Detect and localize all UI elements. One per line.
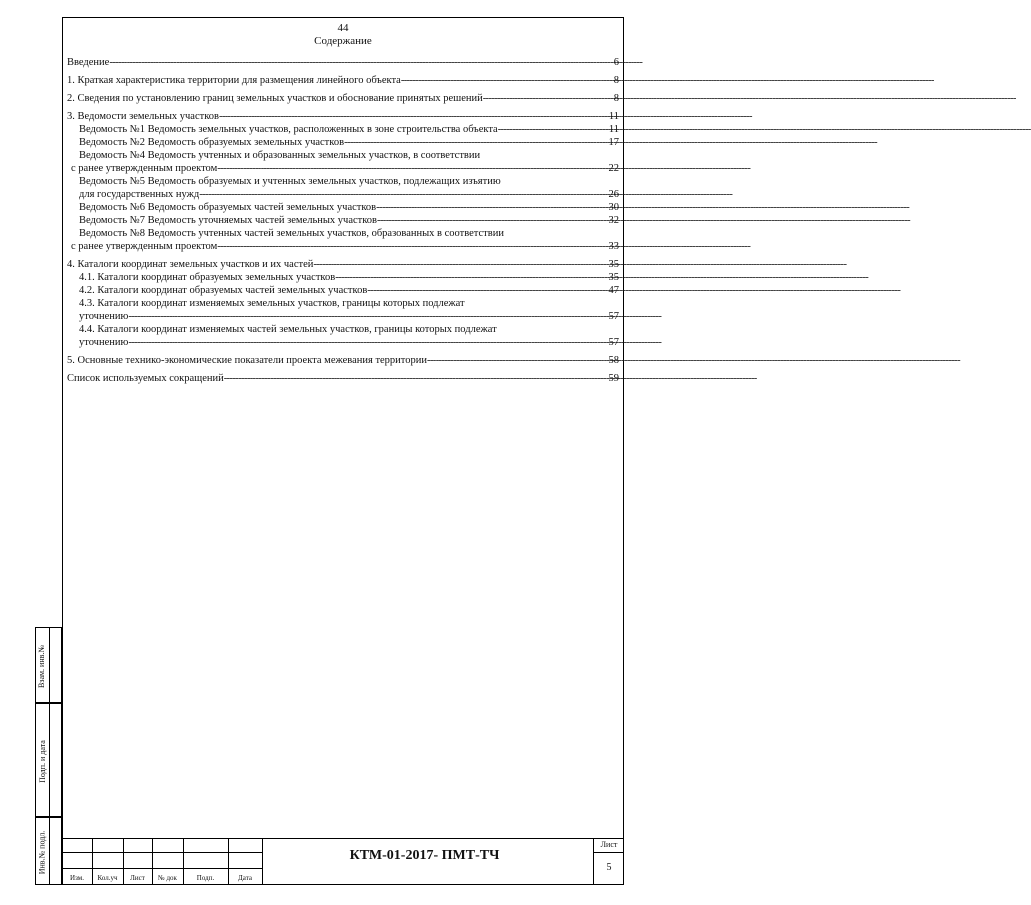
toc-entry-abbreviations: Список используемых сокращений ----- 59: [67, 372, 619, 385]
side-label-replace-inventory: Взам. инв.№: [37, 644, 47, 688]
stamp-col-count: Кол.уч: [97, 874, 118, 882]
toc-entry-section-4-3: 4.3. Каталоги координат изменяемых земельных участков, границы которых подлежат: [79, 298, 465, 309]
toc-entry-statement-8-cont: с ранее утвержденным проектом ----- 33: [67, 240, 619, 253]
side-inventory-original: [35, 817, 62, 885]
page-number: 44: [337, 22, 349, 34]
sheet-number: 5: [606, 862, 612, 873]
toc-entry-section-4-1: 4.1. Каталоги координат образуемых земельных участков ----- 35: [67, 271, 619, 284]
toc-entry-section-4-2: 4.2. Каталоги координат образуемых частей земельных участков ----- 47: [67, 284, 619, 297]
sheet-label: Лист: [600, 840, 618, 849]
side-label-inventory-original: Инв.№ подл.: [37, 830, 47, 874]
title-block: [62, 838, 624, 885]
stamp-col-doc-number: № док: [158, 874, 177, 882]
toc-entry-statement-4-cont: с ранее утвержденным проектом ----- 22: [67, 162, 619, 175]
stamp-col-change: Изм.: [70, 874, 84, 882]
toc-entry-statement-6: Ведомость №6 Ведомость образуемых частей земельных участков ----- 30: [67, 201, 619, 214]
toc-entry-section-4: 4. Каталоги координат земельных участков и их частей ----- 35: [67, 258, 619, 271]
toc-entry-section-1: 1. Краткая характеристика территории для размещения линейного объекта ----- 8: [67, 74, 619, 87]
toc-entry-section-4-4-cont: уточнению ----- 57: [67, 336, 619, 349]
toc-entry-introduction: Введение ----- 6: [67, 56, 619, 69]
toc-entry-statement-2: Ведомость №2 Ведомость образуемых земельных участков ----- 17: [67, 136, 619, 149]
toc-entry-section-5: 5. Основные технико-экономические показатели проекта межевания территории ----- 58: [67, 354, 619, 367]
table-of-contents: [67, 56, 619, 385]
toc-entry-section-4-3-cont: уточнению ----- 57: [67, 310, 619, 323]
toc-entry-section-2: 2. Сведения по установлению границ земельных участков и обоснование принятых решений ----- 8: [67, 92, 619, 105]
toc-entry-statement-5-cont: для государственных нужд ----- 26: [67, 188, 619, 201]
toc-entry-statement-5: Ведомость №5 Ведомость образуемых и учтенных земельных участков, подлежащих изъятию: [79, 176, 501, 187]
stamp-col-date: Дата: [238, 874, 252, 882]
side-replace-inventory: [35, 627, 62, 703]
stamp-col-sheet: Лист: [130, 874, 145, 882]
toc-entry-section-4-4: 4.4. Каталоги координат изменяемых частей земельных участков, границы которых подлежат: [79, 324, 497, 335]
stamp-col-signature: Подп.: [196, 874, 215, 882]
toc-entry-statement-4: Ведомость №4 Ведомость учтенных и образованных земельных участков, в соответствии: [79, 150, 481, 161]
toc-entry-section-3: 3. Ведомости земельных участков ----- 11: [67, 110, 619, 123]
side-sign-date: [35, 703, 62, 817]
side-label-sign-date: Подп. и дата: [37, 739, 47, 783]
document-code: КТМ-01-2017- ПМТ-ТЧ: [349, 848, 500, 863]
toc-entry-statement-7: Ведомость №7 Ведомость уточняемых частей земельных участков ----- 32: [67, 214, 619, 227]
toc-entry-statement-1: Ведомость №1 Ведомость земельных участков, расположенных в зоне строительства объекта ----- 11: [67, 123, 619, 136]
toc-title: Содержание: [314, 35, 372, 47]
toc-entry-statement-8: Ведомость №8 Ведомость учтенных частей земельных участков, образованных в соответствии: [79, 228, 504, 239]
